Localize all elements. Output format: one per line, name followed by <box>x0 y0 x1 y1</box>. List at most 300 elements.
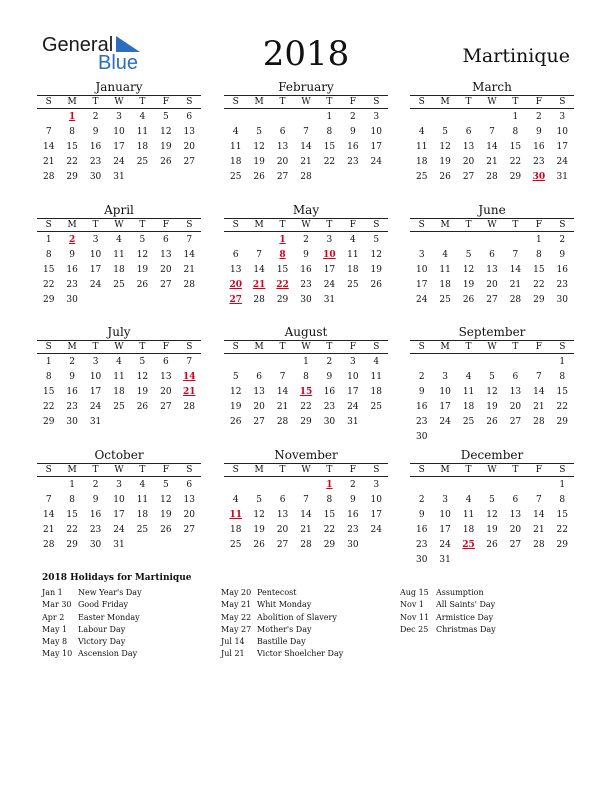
month-name: August <box>284 325 328 339</box>
day: 20 <box>276 525 289 535</box>
day: 24 <box>347 402 359 412</box>
day: 8 <box>303 372 309 382</box>
day: 15 <box>533 265 545 275</box>
weekday-label: S <box>232 220 239 230</box>
day: 20 <box>160 387 172 397</box>
day: 17 <box>556 142 568 152</box>
weekday-label: W <box>487 220 497 230</box>
weekday-label: T <box>92 342 99 352</box>
day: 30 <box>300 295 312 305</box>
day: 17 <box>323 265 336 275</box>
empty-day-cell <box>410 110 433 125</box>
month-december <box>410 448 574 568</box>
day: 18 <box>136 510 149 520</box>
day: 20 <box>160 265 172 275</box>
day: 15 <box>323 510 336 520</box>
weekday-label: T <box>465 342 472 352</box>
day: 31 <box>323 295 336 305</box>
day: 9 <box>535 127 542 137</box>
day: 28 <box>183 402 195 412</box>
day: 17 <box>89 387 102 397</box>
day: 12 <box>486 387 498 397</box>
day: 6 <box>256 372 262 382</box>
holiday-column <box>42 587 142 661</box>
weekday-label: W <box>487 97 497 107</box>
day: 1 <box>45 357 52 367</box>
day: 12 <box>136 372 149 382</box>
day: 30 <box>89 172 102 182</box>
day: 19 <box>229 402 242 412</box>
day: 29 <box>66 540 78 550</box>
day: 7 <box>256 250 262 260</box>
day: 12 <box>439 142 451 152</box>
weekday-label: T <box>279 465 286 475</box>
day: 21 <box>486 157 498 167</box>
day: 16 <box>66 265 78 275</box>
days-grid <box>37 233 201 308</box>
weekday-label: F <box>349 220 356 230</box>
month-october <box>37 448 201 553</box>
holiday-day: 15 <box>299 387 313 397</box>
day: 29 <box>42 417 55 427</box>
day: 18 <box>462 525 475 535</box>
holiday-name: Armistice Day <box>436 612 494 622</box>
weekday-header <box>410 95 574 109</box>
day: 23 <box>347 157 359 167</box>
weekday-label: S <box>373 465 380 475</box>
weekday-label: W <box>487 465 497 475</box>
weekday-label: S <box>559 97 566 107</box>
day: 22 <box>66 525 78 535</box>
day: 11 <box>462 510 475 520</box>
holidays-title: 2018 Holidays for Martinique <box>42 573 192 583</box>
month-february <box>224 80 388 185</box>
day: 8 <box>45 372 52 382</box>
weekday-label: T <box>512 465 519 475</box>
empty-day-cell <box>457 233 480 248</box>
day: 15 <box>42 265 55 275</box>
day: 29 <box>556 417 568 427</box>
weekday-label: T <box>512 97 519 107</box>
day: 6 <box>279 127 286 137</box>
day: 4 <box>116 357 122 367</box>
day: 20 <box>486 280 498 290</box>
day: 14 <box>276 387 289 397</box>
weekday-label: W <box>114 465 124 475</box>
month-name: May <box>292 203 320 217</box>
day: 13 <box>160 250 172 260</box>
day: 29 <box>42 295 55 305</box>
day: 14 <box>486 142 498 152</box>
holiday-name: Ascension Day <box>78 649 138 659</box>
month-august <box>224 325 388 430</box>
holiday-name: Easter Monday <box>78 612 140 622</box>
day: 13 <box>253 387 265 397</box>
day: 31 <box>347 417 359 427</box>
day: 26 <box>229 417 242 427</box>
holiday-name: Victor Shoelcher Day <box>257 649 344 659</box>
day: 30 <box>89 540 102 550</box>
holiday-day: 30 <box>532 172 546 182</box>
day: 17 <box>370 510 382 520</box>
day: 19 <box>486 402 498 412</box>
empty-day-cell <box>433 110 456 125</box>
day: 15 <box>276 265 289 275</box>
day: 10 <box>113 495 125 505</box>
empty-day-cell <box>433 478 456 493</box>
day: 3 <box>349 357 356 367</box>
day: 5 <box>232 372 239 382</box>
day: 7 <box>186 357 193 367</box>
day: 7 <box>535 372 542 382</box>
day: 18 <box>136 142 149 152</box>
day: 27 <box>462 172 475 182</box>
day: 23 <box>323 402 336 412</box>
holiday-day: 21 <box>252 280 266 290</box>
holiday-date: Dec 25 <box>400 624 429 634</box>
day: 25 <box>415 172 428 182</box>
weekday-header <box>37 95 201 109</box>
weekday-label: T <box>279 220 286 230</box>
weekday-label: F <box>162 97 169 107</box>
day: 12 <box>229 387 242 397</box>
weekday-label: S <box>373 97 380 107</box>
weekday-label: T <box>465 465 472 475</box>
day: 2 <box>418 495 425 505</box>
empty-day-cell <box>527 478 550 493</box>
day: 23 <box>533 157 545 167</box>
day: 9 <box>418 510 425 520</box>
day: 9 <box>303 250 309 260</box>
holiday-date: Nov 11 <box>400 612 430 622</box>
holiday-column <box>221 587 343 661</box>
holiday-day: 22 <box>276 280 289 290</box>
day: 3 <box>116 112 122 122</box>
day: 6 <box>465 127 472 137</box>
day: 7 <box>45 495 52 505</box>
weekday-label: W <box>114 342 124 352</box>
day: 14 <box>183 250 195 260</box>
holiday-date: Jul 21 <box>221 649 245 659</box>
day: 2 <box>535 112 542 122</box>
day: 5 <box>373 235 380 245</box>
day: 22 <box>533 280 545 290</box>
empty-day-cell <box>247 478 270 493</box>
holiday-date: Mar 30 <box>42 600 72 610</box>
day: 30 <box>415 555 428 565</box>
day: 12 <box>160 495 172 505</box>
weekday-label: M <box>67 342 77 352</box>
holiday-row <box>42 599 142 611</box>
day: 22 <box>556 525 568 535</box>
weekday-label: W <box>301 465 311 475</box>
day: 8 <box>559 372 566 382</box>
day: 17 <box>370 142 382 152</box>
day: 2 <box>92 480 99 490</box>
day: 4 <box>139 112 146 122</box>
empty-day-cell <box>480 478 503 493</box>
day: 29 <box>533 295 545 305</box>
empty-day-cell <box>224 233 247 248</box>
day: 26 <box>160 525 172 535</box>
days-grid <box>224 110 388 185</box>
day: 17 <box>113 510 125 520</box>
day: 31 <box>113 540 125 550</box>
empty-day-cell <box>224 355 247 370</box>
month-name: February <box>278 80 334 94</box>
day: 23 <box>89 157 102 167</box>
day: 3 <box>442 495 448 505</box>
day: 14 <box>300 142 312 152</box>
weekday-label: S <box>418 97 425 107</box>
holiday-name: Victory Day <box>78 637 126 647</box>
day: 20 <box>276 157 289 167</box>
empty-day-cell <box>504 233 527 248</box>
day: 12 <box>253 142 265 152</box>
weekday-label: S <box>559 465 566 475</box>
holiday-day: 25 <box>462 540 475 550</box>
day: 11 <box>113 250 125 260</box>
holiday-date: Jul 14 <box>221 637 245 647</box>
day: 19 <box>160 142 172 152</box>
day: 7 <box>303 127 309 137</box>
holiday-name: Bastille Day <box>257 637 306 647</box>
day: 28 <box>42 540 55 550</box>
weekday-header <box>224 463 388 477</box>
day: 4 <box>465 495 472 505</box>
day: 30 <box>323 417 336 427</box>
holiday-name: Whit Monday <box>257 600 312 610</box>
day: 15 <box>66 142 78 152</box>
day: 16 <box>347 142 359 152</box>
empty-day-cell <box>224 478 247 493</box>
weekday-label: S <box>559 220 566 230</box>
weekday-label: M <box>440 220 450 230</box>
days-grid <box>224 355 388 430</box>
weekday-label: W <box>301 97 311 107</box>
holiday-name: Mother's Day <box>257 624 312 634</box>
weekday-label: M <box>254 220 264 230</box>
day: 24 <box>370 525 382 535</box>
day: 25 <box>370 402 382 412</box>
holiday-name: Pentecost <box>257 588 297 597</box>
holiday-row <box>42 636 142 648</box>
weekday-header <box>410 218 574 232</box>
holiday-row <box>400 624 496 636</box>
weekday-label: W <box>301 220 311 230</box>
day: 7 <box>535 495 542 505</box>
day: 10 <box>439 510 451 520</box>
day: 14 <box>253 265 265 275</box>
day: 30 <box>556 295 568 305</box>
weekday-label: S <box>418 342 425 352</box>
holiday-date: Jan 1 <box>42 588 63 597</box>
day: 22 <box>42 402 55 412</box>
weekday-label: F <box>535 220 542 230</box>
holiday-row <box>221 648 343 660</box>
holiday-row <box>42 612 142 624</box>
day: 14 <box>42 510 55 520</box>
day: 7 <box>489 127 495 137</box>
logo-text-blue: Blue <box>98 52 139 74</box>
day: 16 <box>300 265 312 275</box>
holiday-row <box>221 612 343 624</box>
day: 5 <box>465 250 472 260</box>
day: 4 <box>418 127 425 137</box>
day: 9 <box>349 495 356 505</box>
weekday-label: T <box>279 97 286 107</box>
holiday-day: 2 <box>69 235 76 245</box>
weekday-header <box>37 218 201 232</box>
day: 15 <box>323 142 336 152</box>
day: 6 <box>512 495 519 505</box>
day: 2 <box>349 480 356 490</box>
day: 9 <box>418 387 425 397</box>
weekday-label: T <box>279 342 286 352</box>
day: 28 <box>183 280 195 290</box>
weekday-label: S <box>186 465 193 475</box>
day: 8 <box>69 495 75 505</box>
day: 8 <box>69 127 75 137</box>
day: 4 <box>349 235 356 245</box>
day: 23 <box>89 525 102 535</box>
weekday-label: F <box>535 342 542 352</box>
day: 4 <box>442 250 448 260</box>
day: 18 <box>229 525 242 535</box>
day: 25 <box>229 172 242 182</box>
day: 24 <box>113 525 125 535</box>
day: 19 <box>462 280 475 290</box>
holiday-date: Nov 1 <box>400 600 424 610</box>
day: 19 <box>136 387 149 397</box>
day: 9 <box>326 372 333 382</box>
day: 28 <box>533 540 545 550</box>
day: 31 <box>556 172 568 182</box>
empty-day-cell <box>247 110 270 125</box>
day: 1 <box>69 480 75 490</box>
month-name: January <box>95 80 143 94</box>
weekday-label: S <box>45 97 52 107</box>
day: 5 <box>489 372 495 382</box>
day: 11 <box>370 372 382 382</box>
day: 11 <box>439 265 451 275</box>
day: 11 <box>136 127 149 137</box>
day: 10 <box>439 387 451 397</box>
holiday-name: New Year's Day <box>78 588 142 597</box>
day: 21 <box>42 157 55 167</box>
day: 25 <box>113 402 125 412</box>
holiday-row <box>400 599 496 611</box>
empty-day-cell <box>457 355 480 370</box>
day: 3 <box>442 372 448 382</box>
day: 5 <box>489 495 495 505</box>
day: 24 <box>89 402 102 412</box>
empty-day-cell <box>480 233 503 248</box>
weekday-label: M <box>254 97 264 107</box>
day: 15 <box>556 510 568 520</box>
day: 1 <box>303 357 309 367</box>
day: 12 <box>160 127 172 137</box>
holiday-column <box>400 587 496 636</box>
day: 21 <box>276 402 289 412</box>
day: 2 <box>303 235 309 245</box>
empty-day-cell <box>247 233 270 248</box>
weekday-label: W <box>487 342 497 352</box>
day: 20 <box>509 525 522 535</box>
day: 5 <box>139 357 146 367</box>
holiday-date: May 21 <box>221 600 252 610</box>
holiday-row <box>400 612 496 624</box>
empty-day-cell <box>224 110 247 125</box>
weekday-label: S <box>418 220 425 230</box>
empty-day-cell <box>457 110 480 125</box>
day: 25 <box>136 525 149 535</box>
day: 5 <box>139 235 146 245</box>
weekday-label: T <box>92 97 99 107</box>
empty-day-cell <box>480 355 503 370</box>
logo-text-general: General <box>42 34 114 56</box>
day: 12 <box>486 510 498 520</box>
day: 18 <box>439 280 451 290</box>
day: 24 <box>556 157 568 167</box>
day: 18 <box>113 265 125 275</box>
days-grid <box>410 478 574 568</box>
month-name: July <box>107 325 131 339</box>
empty-day-cell <box>480 110 503 125</box>
day: 27 <box>509 540 522 550</box>
weekday-label: T <box>326 220 333 230</box>
weekday-label: M <box>440 342 450 352</box>
day: 16 <box>89 510 102 520</box>
day: 7 <box>303 495 309 505</box>
day: 16 <box>415 525 428 535</box>
weekday-label: W <box>114 97 124 107</box>
day: 7 <box>45 127 52 137</box>
weekday-label: M <box>67 97 77 107</box>
month-name: April <box>104 203 134 217</box>
day: 3 <box>116 480 122 490</box>
day: 11 <box>415 142 428 152</box>
day: 18 <box>229 157 242 167</box>
day: 26 <box>136 402 149 412</box>
day: 20 <box>509 402 522 412</box>
day: 26 <box>160 157 172 167</box>
holiday-day: 11 <box>229 510 242 520</box>
day: 19 <box>370 265 382 275</box>
weekday-label: M <box>67 220 77 230</box>
day: 27 <box>276 540 289 550</box>
day: 5 <box>162 112 169 122</box>
month-november <box>224 448 388 553</box>
day: 11 <box>347 250 359 260</box>
day: 5 <box>256 127 262 137</box>
day: 23 <box>347 525 359 535</box>
empty-day-cell <box>271 355 294 370</box>
day: 23 <box>415 540 428 550</box>
day: 9 <box>349 127 356 137</box>
empty-day-cell <box>271 478 294 493</box>
day: 24 <box>323 280 336 290</box>
day: 8 <box>326 127 333 137</box>
day: 4 <box>116 235 122 245</box>
empty-day-cell <box>271 110 294 125</box>
empty-day-cell <box>410 355 433 370</box>
day: 2 <box>92 112 99 122</box>
day: 14 <box>533 510 545 520</box>
weekday-label: F <box>349 97 356 107</box>
holiday-name: Labour Day <box>78 624 126 634</box>
day: 6 <box>489 250 495 260</box>
